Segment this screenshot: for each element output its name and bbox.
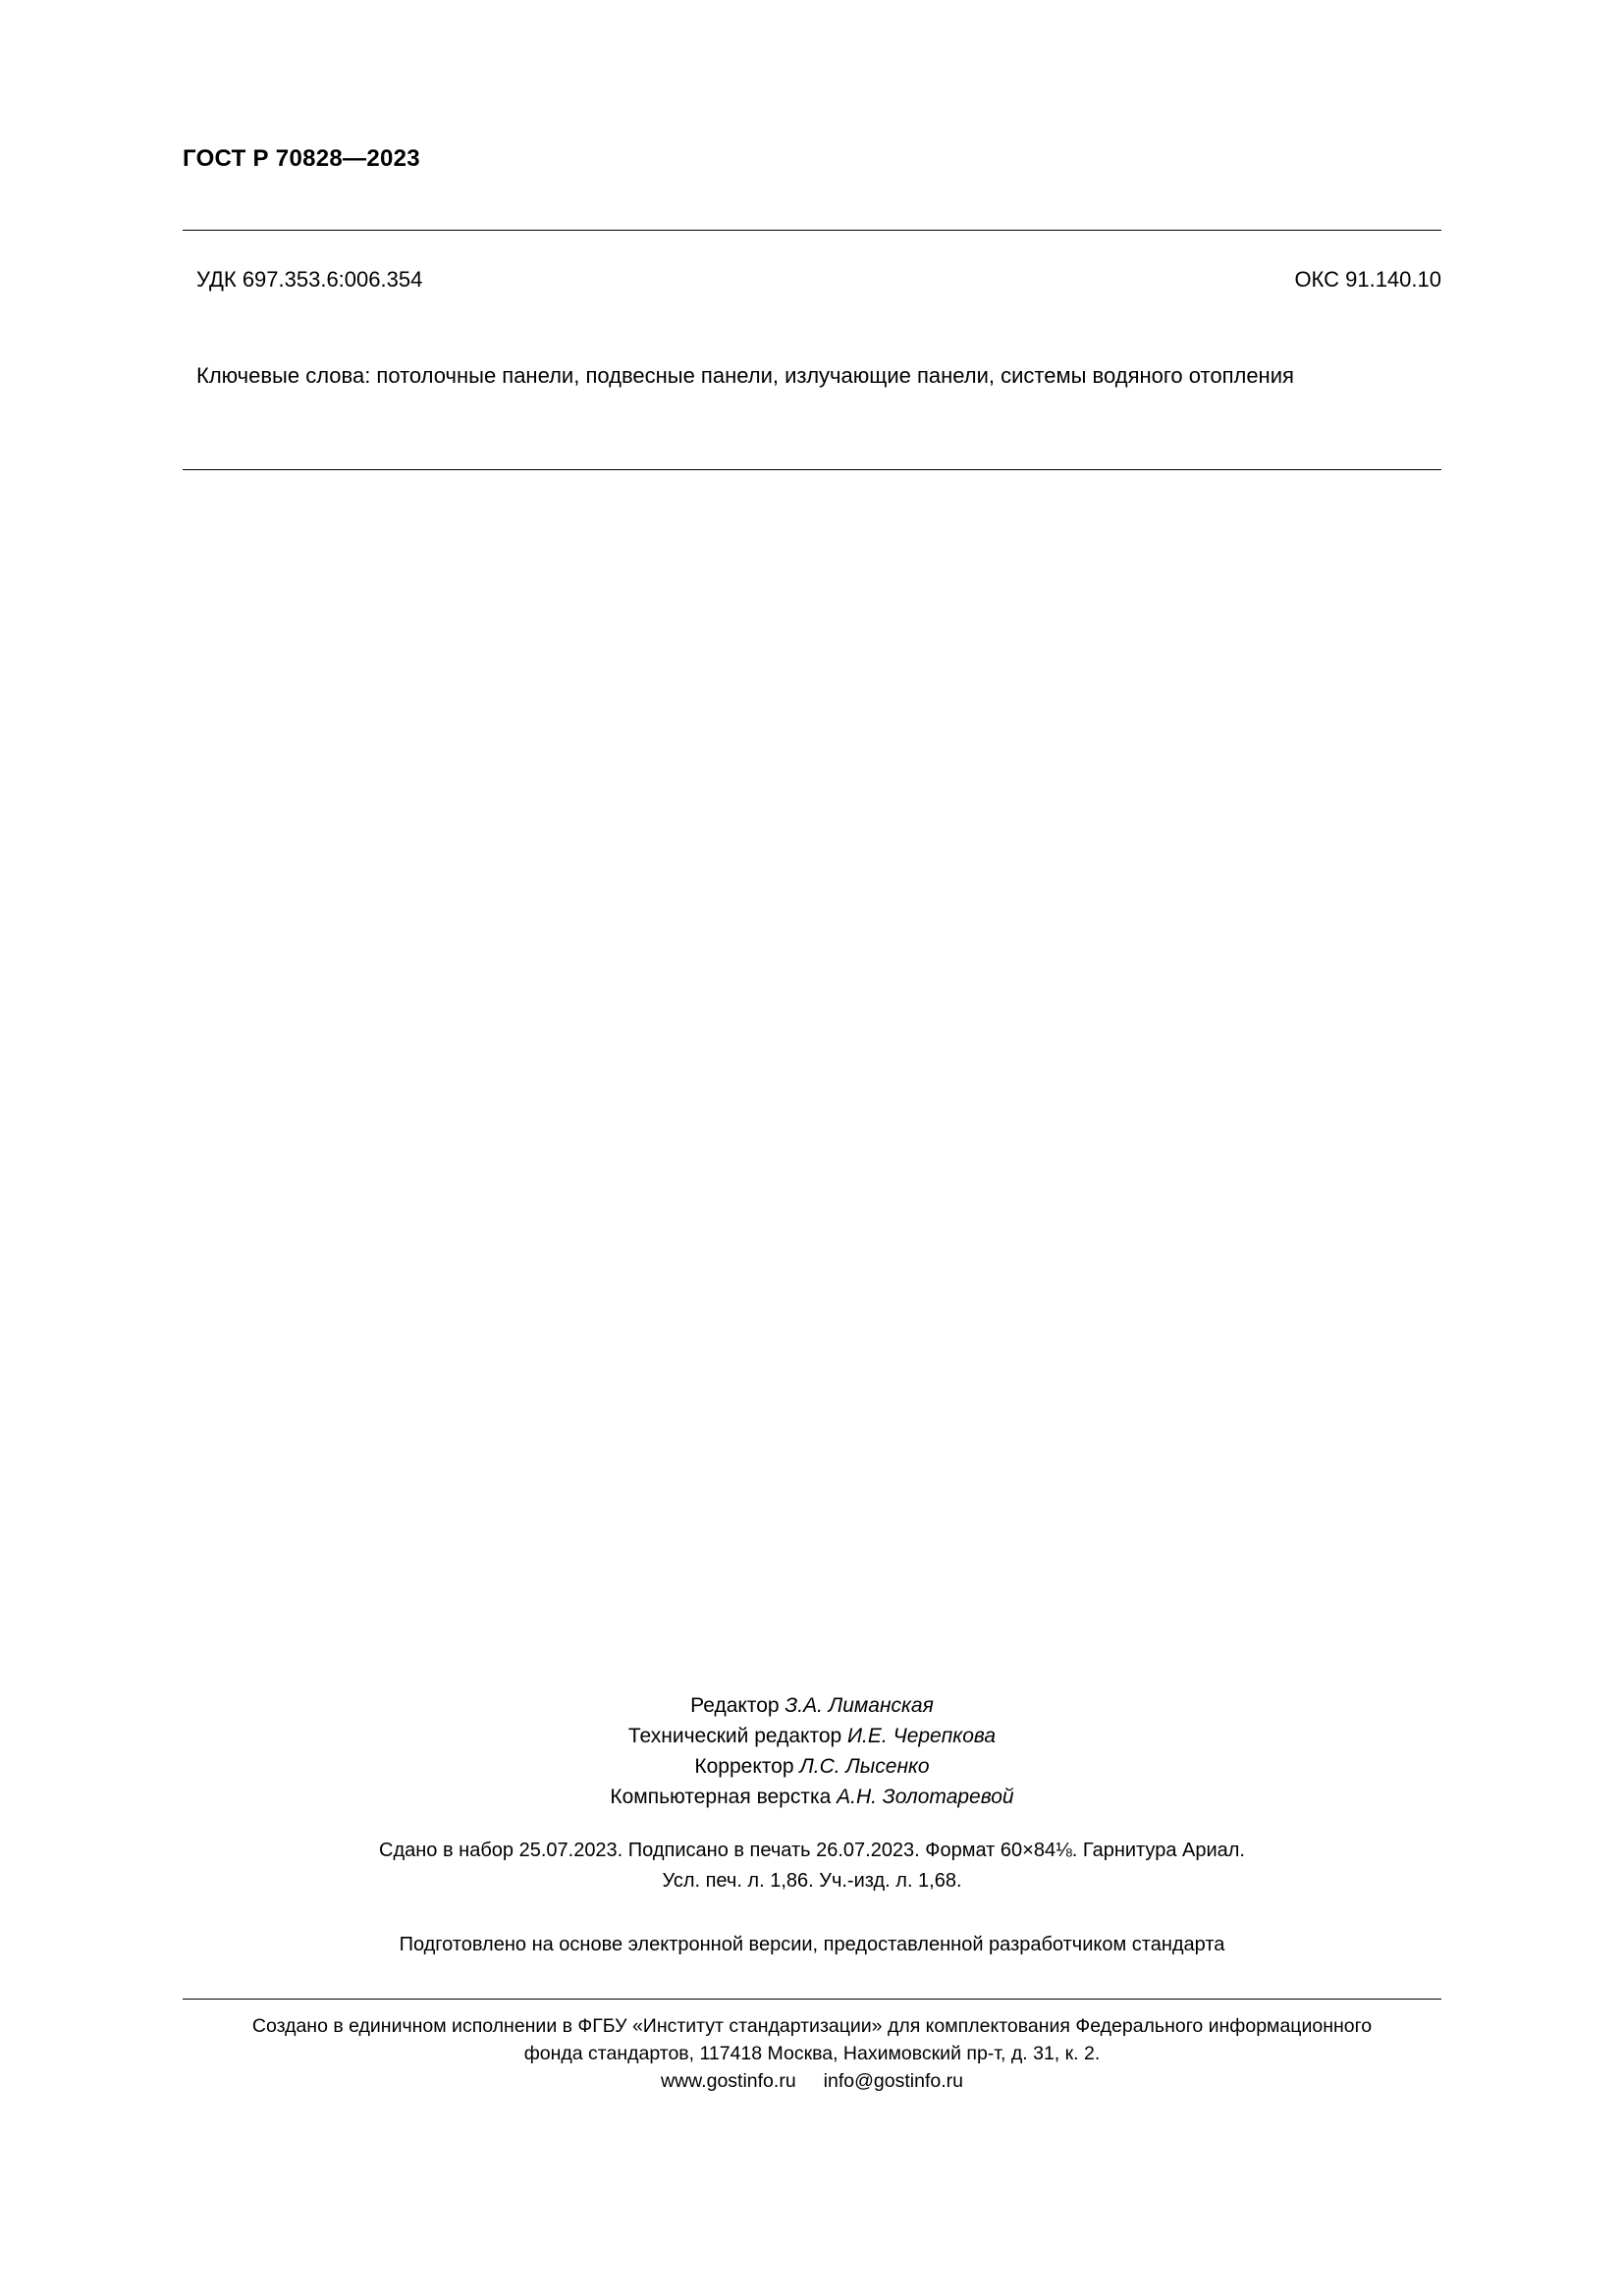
credit-tech-editor-label: Технический редактор [627, 1725, 848, 1747]
header-divider [183, 230, 1441, 231]
print-info-line-1: Сдано в набор 25.07.2023. Подписано в печать 26.07.2023. Формат 60×84⅛. Гарнитура Ариал. [379, 1840, 1245, 1861]
footer-website[interactable]: www.gostinfo.ru [661, 2070, 796, 2092]
credit-editor-label: Редактор [690, 1694, 785, 1717]
footer-block [183, 2012, 1441, 2095]
footer-line-2: фонда стандартов, 117418 Москва, Нахимовский пр-т, д. 31, к. 2. [523, 2043, 1101, 2064]
prepared-note: Подготовлено на основе электронной версии, предоставленной разработчиком стандарта [399, 1934, 1225, 1955]
credit-proofreader-label: Корректор [694, 1755, 800, 1778]
footer-line-1: Создано в единичном исполнении в ФГБУ «Институт стандартизации» для комплектования Федерального информационного [251, 2015, 1373, 2037]
credits-block [183, 1690, 1441, 1812]
credit-tech-editor [183, 1721, 1441, 1751]
credit-tech-editor-name: И.Е. Черепкова [847, 1725, 997, 1747]
credit-proofreader-name: Л.С. Лысенко [799, 1755, 930, 1778]
credit-layout-name: А.Н. Золотаревой [837, 1786, 1014, 1808]
print-info-line-2: Усл. печ. л. 1,86. Уч.-изд. л. 1,68. [662, 1870, 962, 1892]
credit-editor [183, 1690, 1441, 1721]
standard-number: ГОСТ Р 70828—2023 [183, 145, 420, 172]
credit-layout-label: Компьютерная верстка [610, 1786, 838, 1808]
print-info-block [183, 1836, 1441, 1896]
oks-code: ОКС 91.140.10 [1294, 267, 1441, 292]
keywords-divider [183, 469, 1441, 470]
credit-layout [183, 1782, 1441, 1812]
credit-editor-name: З.А. Лиманская [785, 1694, 934, 1717]
footer-contacts [183, 2067, 1441, 2095]
credit-proofreader [183, 1751, 1441, 1782]
footer-email[interactable]: info@gostinfo.ru [823, 2070, 963, 2092]
footer-divider [183, 1999, 1441, 2000]
udc-code: УДК 697.353.6:006.354 [196, 267, 423, 292]
keywords-paragraph: Ключевые слова: потолочные панели, подвесные панели, излучающие панели, системы водяного отопления [196, 363, 1294, 388]
